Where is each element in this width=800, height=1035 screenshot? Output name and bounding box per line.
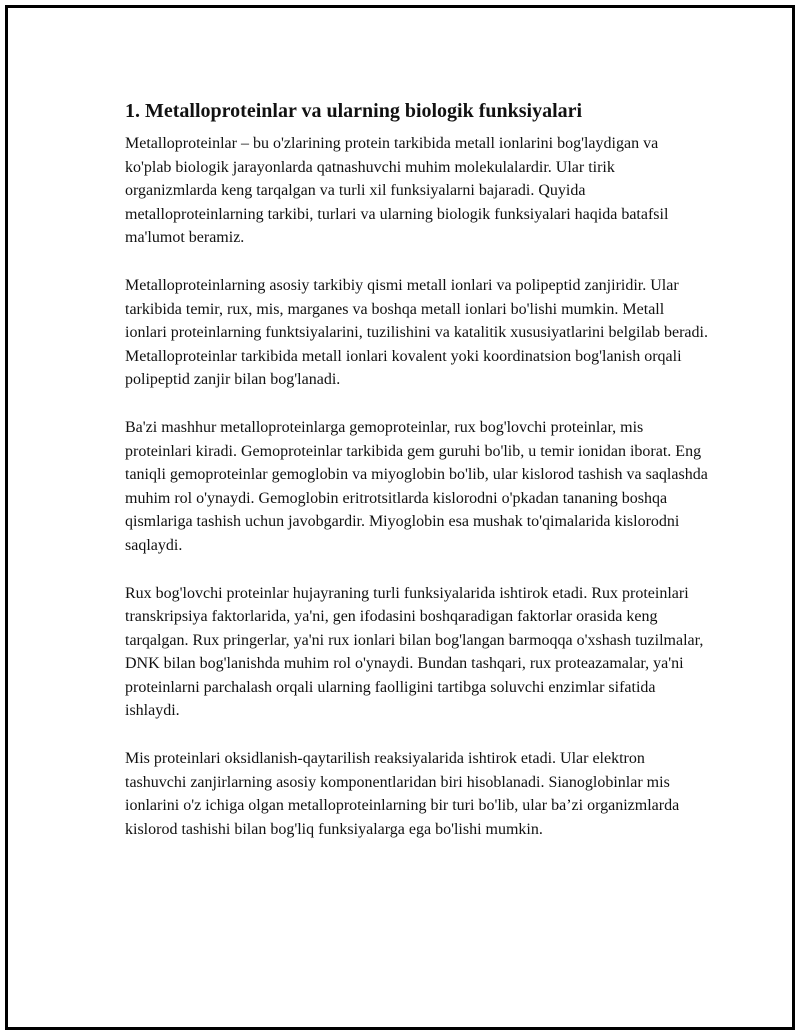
paragraph-hemoproteins: Ba'zi mashhur metalloproteinlarga gemoproteinlar, rux bog'lovchi proteinlar, mis proteinlari kiradi. Gemoproteinlar tarkibida gem guruhi bo'lib, u temir ionidan iborat. Eng taniqli gemoproteinlar gemoglobin va miyoglobin bo'lib, ular kislorod tashish va saqlashda muhim rol o'ynaydi. Gemoglobin eritrotsitlarda kislorodni o'pkadan tananing boshqa qismlariga tashish uchun javobgardir. Miyoglobin esa mushak to'qimalarida kislorodni saqlaydi. [125,418,708,554]
paragraph-composition: Metalloproteinlarning asosiy tarkibiy qismi metall ionlari va polipeptid zanjiridir. Ular tarkibida temir, rux, mis, marganes va boshqa metall ionlari bo'lishi mumkin. Metall ionlari proteinlarning funktsiyalarini, tuzilishini va katalitik xususiyatlarini belgilab beradi. Metalloproteinlar tarkibida metall ionlari kovalent yoki koordinatsion bog'lanish orqali polipeptid zanjir bilan bog'lanadi. [125,276,708,389]
paragraph-copper-proteins: Mis proteinlari oksidlanish-qaytarilish reaksiyalarida ishtirok etadi. Ular elektron tashuvchi zanjirlarning asosiy komponentlaridan biri hisoblanadi. Sianoglobinlar mis ionlarini o'z ichiga olgan metalloproteinlarning bir turi bo'lib, ular ba’zi organizmlarda kislorod tashishi bilan bog'liq funksiyalarga ega bo'lishi mumkin. [125,750,680,838]
section-heading: 1. Metalloproteinlar va ularning biologik funksiyalari [125,100,583,122]
paragraph-intro: Metalloproteinlar – bu o'zlarining protein tarkibida metall ionlarini bog'laydigan va ko'plab biologik jarayonlarda qatnashuvchi muhim molekulalardir. Ular tirik organizmlarda keng tarqalgan va turli xil funksiyalarni bajaradi. Quyida metalloproteinlarning tarkibi, turlari va ularning biologik funksiyalari haqida batafsil ma'lumot beramiz. [125,135,669,247]
paragraph-zinc-proteins: Rux bog'lovchi proteinlar hujayraning turli funksiyalarida ishtirok etadi. Rux proteinlari transkripsiya faktorlarida, ya'ni, gen ifodasini boshqaradigan faktorlar orasida keng tarqalgan. Rux pringerlar, ya'ni rux ionlari bilan bog'langan barmoqqa o'xshash tuzilmalar, DNK bilan bog'lanishda muhim rol o'ynaydi. Bundan tashqari, rux proteazamalar, ya'ni proteinlarni parchalash orqali ularning faolligini tartibga soluvchi enzimlar sifatida ishlaydi. [125,584,704,720]
page-frame [5,5,795,1030]
document-body [118,98,708,865]
